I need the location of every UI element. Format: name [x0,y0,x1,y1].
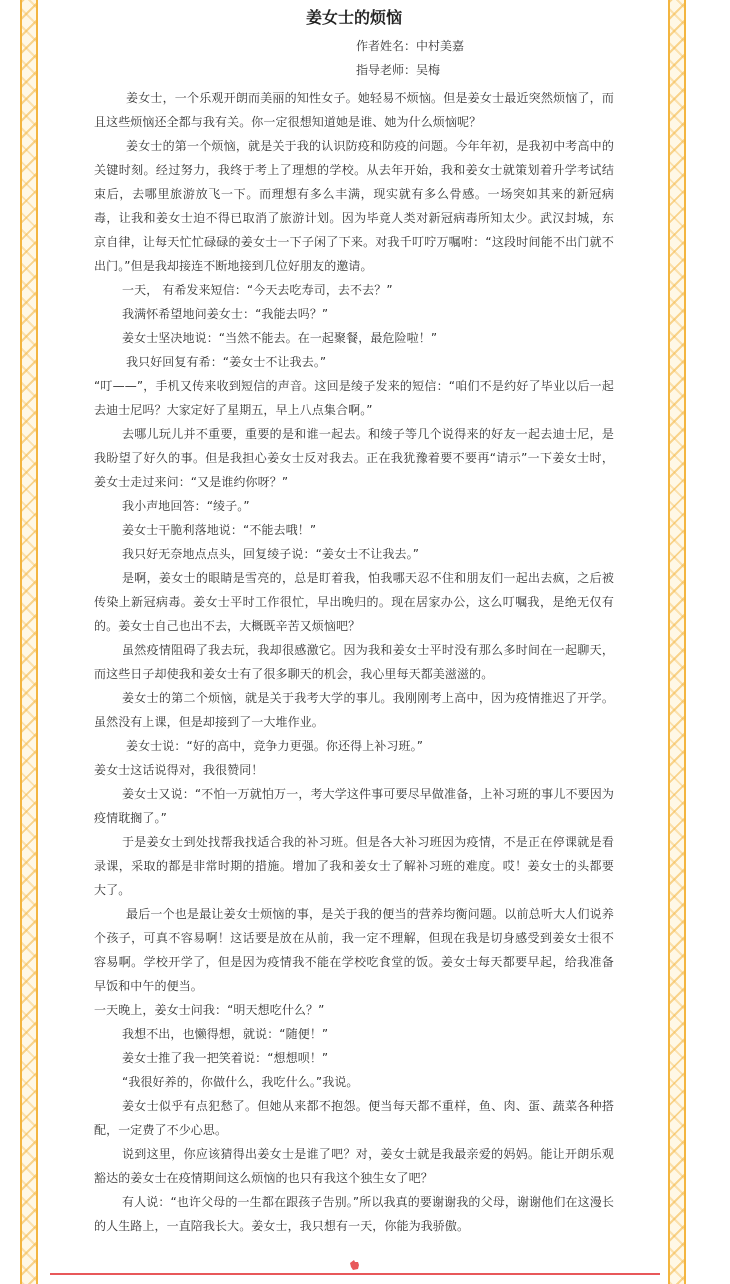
article-paragraph: 我小声地回答：“绫子。” [122,499,250,513]
left-decorative-border [20,0,38,1284]
article-paragraph: 我只好回复有希：“姜女士不让我去。” [126,355,327,369]
article-paragraph: 姜女士又说：“不怕一万就怕万一，考大学这件事可要尽早做准备，上补习班的事儿不要因为疫情耽搁了。” [94,787,614,825]
article-paragraph: 去哪儿玩儿并不重要，重要的是和谁一起去。和绫子等几个说得来的好友一起去迪士尼，是我盼望了好久的事。但是我担心姜女士反对我去。正在我犹豫着要不要再“请示”一下姜女士时，姜女士走过来问：“又是谁约你呀？” [94,427,614,489]
article-paragraph: 姜女士这话说得对，我很赞同！ [94,763,264,777]
article-paragraph: 是啊，姜女士的眼睛是雪亮的，总是盯着我，怕我哪天忍不住和朋友们一起出去疯，之后被传染上新冠病毒。姜女士平时工作很忙，早出晚归的。现在居家办公，这么叮嘱我，是绝无仅有的。姜女士自己也出不去，大概既辛苦又烦恼吧？ [94,571,614,633]
article-paragraph: 我满怀希望地问姜女士：“我能去吗？” [122,307,329,321]
article-paragraph: 说到这里，你应该猜得出姜女士是谁了吧？对，姜女士就是我最亲爱的妈妈。能让开朗乐观豁达的姜女士在疫情期间这么烦恼的也只有我这个独生女了吧？ [94,1147,614,1185]
article-paragraph: 姜女士，一个乐观开朗而美丽的知性女子。她轻易不烦恼。但是姜女士最近突然烦恼了，而且这些烦恼还全都与我有关。你一定很想知道她是谁、她为什么烦恼呢？ [94,91,614,129]
article-paragraph: 姜女士干脆利落地说：“不能去哦！” [122,523,317,537]
author-line: 作者姓名：中村美嘉 [356,39,465,53]
article [94,0,614,1238]
article-title: 姜女士的烦恼 [305,8,402,27]
article-body [94,86,614,1238]
article-paragraph: 最后一个也是最让姜女士烦恼的事，是关于我的便当的营养均衡问题。以前总听大人们说养个孩子，可真不容易啊！这话要是放在从前，我一定不理解，但现在我是切身感受到姜女士很不容易啊。学校开学了，但是因为疫情我不能在学校吃食堂的饭。姜女士每天都要早起，给我准备早饭和中午的便当。 [94,907,614,993]
article-paragraph: 有人说：“也许父母的一生都在跟孩子告别。”所以我真的要谢谢我的父母，谢谢他们在这漫长的人生路上，一直陪我长大。姜女士，我只想有一天，你能为我骄傲。 [94,1195,614,1233]
article-paragraph: 姜女士说：“好的高中，竞争力更强。你还得上补习班。” [126,739,424,753]
article-paragraph: “叮——”，手机又传来收到短信的声音。这回是绫子发来的短信：“咱们不是约好了毕业以后一起去迪士尼吗？大家定好了星期五，早上八点集合啊。” [94,379,614,417]
article-paragraph: 我只好无奈地点点头，回复绫子说：“姜女士不让我去。” [122,547,420,561]
article-paragraph: 姜女士似乎有点犯愁了。但她从来都不抱怨。便当每天都不重样，鱼、肉、蛋、蔬菜各种搭配，一定费了不少心思。 [94,1099,614,1137]
article-paragraph: 一天， 有希发来短信：“今天去吃寿司，去不去？” [122,283,393,297]
article-paragraph: “我很好养的，你做什么，我吃什么。”我说。 [122,1075,359,1089]
article-paragraph: 姜女士坚决地说：“当然不能去。在一起聚餐，最危险啦！” [122,331,438,345]
article-paragraph: 姜女士推了我一把笑着说：“想想呗！” [122,1051,329,1065]
article-paragraph: 姜女士的第二个烦恼，就是关于我考大学的事儿。我刚刚考上高中，因为疫情推迟了开学。虽然没有上课，但是却接到了一大堆作业。 [94,691,614,729]
article-paragraph: 姜女士的第一个烦恼，就是关于我的认识防疫和防疫的问题。今年年初，是我初中考高中的关键时刻。经过努力，我终于考上了理想的学校。从去年开始，我和姜女士就策划着升学考试结束后，去哪里旅游放飞一下。而理想有多么丰满，现实就有多么骨感。一场突如其来的新冠病毒，让我和姜女士迫不得已取消了旅游计划。因为毕竟人类对新冠病毒所知太少。武汉封城，东京自律，让每天忙忙碌碌的姜女士一下子闲了下来。对我千叮咛万嘱咐：“这段时间能不出门就不出门。”但是我却接连不断地接到几位好朋友的邀请。 [94,139,614,273]
article-paragraph: 我想不出，也懒得想，就说：“随便！” [122,1027,329,1041]
pointing-hand-icon [347,1258,361,1272]
footer-divider [50,1273,660,1275]
article-paragraph: 于是姜女士到处找帮我找适合我的补习班。但是各大补习班因为疫情，不是正在停课就是看录课，采取的都是非常时期的措施。增加了我和姜女士了解补习班的难度。哎！姜女士的头都要大了。 [94,835,614,897]
right-decorative-border [668,0,686,1284]
article-paragraph: 一天晚上，姜女士问我：“明天想吃什么？” [94,1003,325,1017]
article-paragraph: 虽然疫情阻碍了我去玩，我却很感激它。因为我和姜女士平时没有那么多时间在一起聊天，而这些日子却使我和姜女士有了很多聊天的机会，我心里每天都美滋滋的。 [94,643,614,681]
teacher-line: 指导老师：吴梅 [356,63,441,77]
